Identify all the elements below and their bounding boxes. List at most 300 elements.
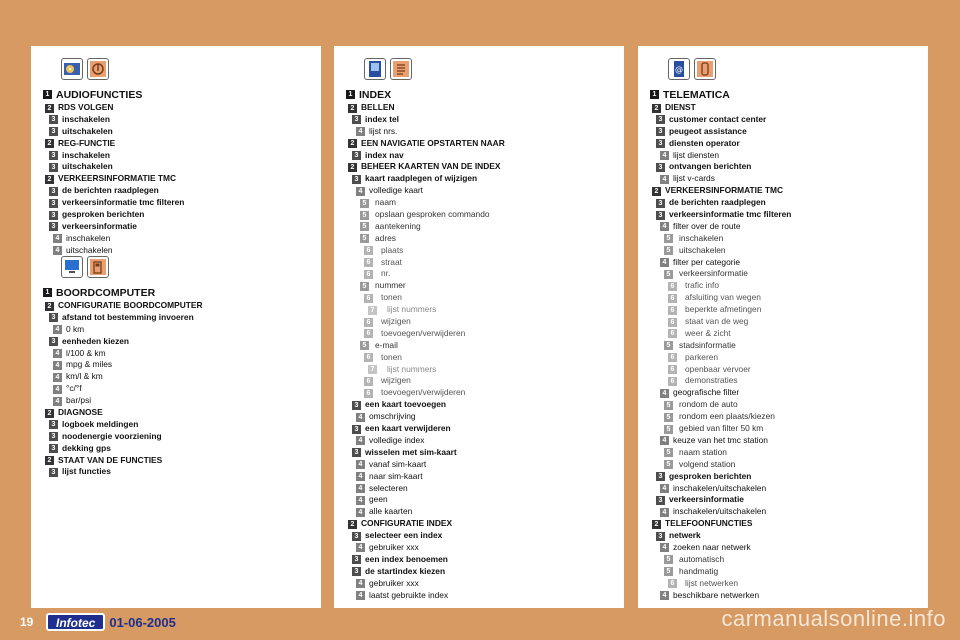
- outline-item-label: selecteren: [369, 482, 408, 493]
- level-badge: 4: [356, 543, 365, 552]
- outline-item-label: °c/°f: [66, 383, 82, 394]
- level-badge: 3: [352, 532, 361, 541]
- svg-text:@: @: [675, 65, 683, 74]
- level-badge: 3: [49, 420, 58, 429]
- outline-item-level-4: [334, 435, 624, 447]
- outline-item-level-4: [638, 221, 928, 233]
- level-badge: 6: [668, 282, 677, 291]
- panel-index: [334, 46, 624, 608]
- outline-item-label: weer & zicht: [685, 327, 731, 338]
- level-badge: 6: [668, 365, 677, 374]
- outline-item-level-3: [334, 530, 624, 542]
- level-badge: 4: [53, 246, 62, 255]
- level-badge: 3: [49, 222, 58, 231]
- outline-item-level-6: [638, 375, 928, 387]
- outline-item-label: volledige index: [369, 434, 425, 445]
- outline-item-level-6: [638, 364, 928, 376]
- level-badge: 5: [664, 460, 673, 469]
- level-badge: 5: [664, 246, 673, 255]
- section-icons: [61, 58, 109, 80]
- level-badge: 6: [668, 318, 677, 327]
- outline-item-label: verkeersinformatie tmc filteren: [62, 197, 185, 208]
- outline-item-level-6: [638, 280, 928, 292]
- outline-item-label: een kaart toevoegen: [365, 399, 446, 410]
- level-badge: 2: [45, 456, 54, 465]
- level-badge: 3: [656, 139, 665, 148]
- level-badge: 7: [368, 365, 377, 374]
- level-badge: 6: [668, 294, 677, 303]
- level-badge: 4: [356, 436, 365, 445]
- watermark: carmanualsonline.info: [721, 606, 946, 631]
- level-badge: 4: [53, 234, 62, 243]
- page-number: 19: [20, 615, 34, 629]
- outline-item-level-5: [638, 554, 928, 566]
- level-badge: 4: [356, 508, 365, 517]
- outline-item-level-6: [334, 245, 624, 257]
- level-badge: 4: [356, 187, 365, 196]
- level-badge: 2: [348, 139, 357, 148]
- level-badge: 3: [352, 175, 361, 184]
- outline-section: [31, 88, 321, 257]
- outline-item-level-4: [334, 411, 624, 423]
- outline-item-level-2: [31, 300, 321, 312]
- outline-item-level-4: [334, 494, 624, 506]
- level-badge: 2: [348, 104, 357, 113]
- outline-item-level-5: [334, 233, 624, 245]
- outline-item-label: inschakelen: [62, 113, 110, 124]
- level-badge: 3: [49, 199, 58, 208]
- outline-item-label: AUDIOFUNCTIES: [56, 89, 143, 101]
- level-badge: 3: [656, 211, 665, 220]
- level-badge: 2: [652, 104, 661, 113]
- outline-item-label: lijst functies: [62, 466, 111, 477]
- outline-item-label: DIAGNOSE: [58, 407, 103, 418]
- outline-item-level-3: [638, 138, 928, 150]
- outline-item-level-4: [31, 383, 321, 395]
- outline-item-label: rondom een plaats/kiezen: [679, 411, 775, 422]
- level-badge: 3: [656, 163, 665, 172]
- level-badge: 3: [49, 151, 58, 160]
- level-badge: 4: [660, 508, 669, 517]
- level-badge: 5: [664, 555, 673, 564]
- level-badge: 7: [368, 306, 377, 315]
- outline-item-label: e-mail: [375, 339, 398, 350]
- outline-item-label: handmatig: [679, 565, 719, 576]
- level-badge: 4: [53, 325, 62, 334]
- outline-item-level-3: [334, 423, 624, 435]
- outline-item-label: naam: [375, 197, 396, 208]
- outline-item-level-5: [334, 209, 624, 221]
- outline-item-label: tonen: [381, 292, 402, 303]
- outline-item-level-3: [638, 126, 928, 138]
- outline-item-label: kaart raadplegen of wijzigen: [365, 173, 478, 184]
- outline-item-label: gebied van filter 50 km: [679, 423, 764, 434]
- level-badge: 2: [45, 104, 54, 113]
- outline-item-level-6: [334, 268, 624, 280]
- outline-item-label: toevoegen/verwijderen: [381, 387, 466, 398]
- outline-item-level-5: [638, 566, 928, 578]
- level-badge: 6: [364, 318, 373, 327]
- level-badge: 5: [664, 448, 673, 457]
- level-badge: 3: [352, 425, 361, 434]
- level-badge: 2: [45, 409, 54, 418]
- outline-item-level-3: [31, 197, 321, 209]
- outline-item-label: een kaart verwijderen: [365, 423, 451, 434]
- outline-item-level-6: [334, 387, 624, 399]
- outline-item-level-3: [31, 126, 321, 138]
- outline-item-label: DIENST: [665, 102, 696, 112]
- outline-item-level-4: [638, 435, 928, 447]
- outline-item-label: CONFIGURATIE BOORDCOMPUTER: [58, 300, 203, 310]
- level-badge: 5: [664, 425, 673, 434]
- outline-item-label: de berichten raadplegen: [669, 197, 766, 208]
- level-badge: 6: [364, 294, 373, 303]
- section-icons: [61, 256, 109, 278]
- outline-item-level-3: [334, 114, 624, 126]
- level-badge: 6: [668, 377, 677, 386]
- outline-item-level-6: [638, 578, 928, 590]
- outline-item-level-4: [638, 150, 928, 162]
- outline-item-label: afsluiting van wegen: [685, 292, 761, 303]
- level-badge: 6: [364, 258, 373, 267]
- outline-item-level-2: [31, 102, 321, 114]
- outline-item-level-6: [334, 375, 624, 387]
- outline-item-level-3: [334, 399, 624, 411]
- audio-cd-icon: [61, 58, 83, 80]
- outline-item-level-4: [638, 387, 928, 399]
- outline-item-level-6: [334, 328, 624, 340]
- outline-item-label: selecteer een index: [365, 530, 443, 541]
- level-badge: 5: [664, 270, 673, 279]
- outline-item-level-4: [638, 257, 928, 269]
- fuel-pump-icon: [87, 256, 109, 278]
- footer-date: 01-06-2005: [109, 614, 176, 630]
- outline-item-label: gebruiker xxx: [369, 577, 419, 588]
- level-badge: 2: [45, 175, 54, 184]
- level-badge: 2: [45, 139, 54, 148]
- outline-item-level-6: [334, 352, 624, 364]
- outline-item-label: tonen: [381, 351, 402, 362]
- outline-item-label: uitschakelen: [62, 161, 113, 172]
- outline-item-label: staat van de weg: [685, 316, 749, 327]
- outline-item-level-2: [638, 102, 928, 114]
- outline-item-label: logboek meldingen: [62, 418, 139, 429]
- telephone-icon: [694, 58, 716, 80]
- outline-item-level-4: [334, 578, 624, 590]
- level-badge: 3: [49, 187, 58, 196]
- outline-item-label: volgend station: [679, 458, 736, 469]
- outline-item-label: volledige kaart: [369, 185, 424, 196]
- outline-item-level-2: [334, 138, 624, 150]
- outline-item-label: bar/psi: [66, 395, 92, 406]
- level-badge: 4: [660, 389, 669, 398]
- telematics-phone-icon: [668, 58, 690, 80]
- outline-item-level-5: [638, 233, 928, 245]
- level-badge: 4: [356, 460, 365, 469]
- level-badge: 3: [352, 448, 361, 457]
- level-badge: 4: [660, 175, 669, 184]
- outline-item-level-3: [334, 554, 624, 566]
- outline-item-level-4: [638, 542, 928, 554]
- outline-item-level-3: [638, 114, 928, 126]
- outline-item-level-5: [638, 268, 928, 280]
- level-badge: 3: [352, 567, 361, 576]
- level-badge: 6: [364, 329, 373, 338]
- outline-item-label: STAAT VAN DE FUNCTIES: [58, 454, 163, 465]
- outline-item-level-4: [638, 506, 928, 518]
- outline-item-level-4: [334, 506, 624, 518]
- panel-audio-boordcomputer: [31, 46, 321, 608]
- outline-item-level-6: [334, 257, 624, 269]
- panel-telematica: [638, 46, 928, 608]
- outline-item-label: uitschakelen: [679, 244, 726, 255]
- outline-item-label: keuze van het tmc station: [673, 434, 768, 445]
- outline-item-level-3: [334, 447, 624, 459]
- outline-item-level-3: [31, 114, 321, 126]
- outline-item-level-3: [638, 530, 928, 542]
- level-badge: 2: [348, 163, 357, 172]
- index-list-icon: [390, 58, 412, 80]
- outline-item-level-4: [31, 395, 321, 407]
- outline-item-level-4: [31, 348, 321, 360]
- outline-item-label: trafic info: [685, 280, 719, 291]
- outline-item-level-5: [638, 340, 928, 352]
- outline-item-label: gesproken berichten: [669, 470, 752, 481]
- outline-item-label: VERKEERSINFORMATIE TMC: [665, 185, 784, 196]
- outline-item-label: vanaf sim-kaart: [369, 458, 427, 469]
- outline-item-label: wijzigen: [381, 375, 411, 386]
- level-badge: 5: [360, 211, 369, 220]
- level-badge: 4: [53, 349, 62, 358]
- level-badge: 3: [656, 115, 665, 124]
- outline-item-label: zoeken naar netwerk: [673, 541, 751, 552]
- level-badge: 6: [668, 353, 677, 362]
- level-badge: 4: [356, 413, 365, 422]
- outline-item-level-5: [638, 447, 928, 459]
- outline-item-label: lijst nummers: [387, 304, 437, 315]
- outline-item-level-4: [334, 483, 624, 495]
- outline-item-level-5: [334, 280, 624, 292]
- outline-item-level-3: [31, 185, 321, 197]
- navigation-book-icon: [364, 58, 386, 80]
- outline-item-label: TELEMATICA: [663, 89, 730, 101]
- level-badge: 5: [664, 234, 673, 243]
- outline-item-label: gesproken berichten: [62, 209, 145, 220]
- level-badge: 5: [664, 401, 673, 410]
- level-badge: 6: [668, 579, 677, 588]
- outline-item-level-4: [31, 359, 321, 371]
- outline-item-label: km/l & km: [66, 371, 103, 382]
- level-badge: 2: [348, 520, 357, 529]
- level-badge: 4: [53, 361, 62, 370]
- level-badge: 1: [346, 90, 355, 99]
- outline-item-label: uitschakelen: [66, 244, 113, 255]
- level-badge: 4: [356, 127, 365, 136]
- outline-item-level-6: [638, 292, 928, 304]
- outline-item-level-3: [31, 161, 321, 173]
- level-badge: 5: [360, 282, 369, 291]
- outline-item-level-5: [638, 399, 928, 411]
- level-badge: 3: [656, 199, 665, 208]
- outline-item-level-2: [334, 102, 624, 114]
- outline-item-level-1: [638, 88, 928, 102]
- outline-item-level-4: [334, 471, 624, 483]
- level-badge: 3: [49, 211, 58, 220]
- level-badge: 3: [352, 151, 361, 160]
- outline-item-level-3: [31, 209, 321, 221]
- outline-item-label: l/100 & km: [66, 347, 106, 358]
- outline-item-level-3: [638, 494, 928, 506]
- level-badge: 4: [356, 496, 365, 505]
- outline-item-label: 0 km: [66, 323, 85, 334]
- outline-item-level-3: [31, 419, 321, 431]
- outline-item-label: uitschakelen: [62, 125, 113, 136]
- level-badge: 3: [49, 313, 58, 322]
- level-badge: 5: [360, 341, 369, 350]
- level-badge: 5: [664, 341, 673, 350]
- level-badge: 3: [656, 127, 665, 136]
- outline-item-label: eenheden kiezen: [62, 335, 130, 346]
- infotec-logo: Infotec: [46, 613, 105, 631]
- level-badge: 4: [660, 591, 669, 600]
- outline-item-label: REG-FUNCTIE: [58, 137, 116, 148]
- outline-item-level-4: [638, 483, 928, 495]
- outline-item-label: lijst nummers: [387, 363, 437, 374]
- outline-item-level-2: [638, 185, 928, 197]
- level-badge: 1: [43, 90, 52, 99]
- level-badge: 6: [668, 306, 677, 315]
- outline-item-label: BELLEN: [361, 102, 395, 112]
- outline-item-label: verkeersinformatie: [62, 220, 137, 231]
- level-badge: 5: [360, 222, 369, 231]
- level-badge: 4: [660, 436, 669, 445]
- level-badge: 3: [352, 401, 361, 410]
- outline-item-level-1: [31, 286, 321, 300]
- outline-item-level-5: [334, 340, 624, 352]
- outline-item-label: nummer: [375, 280, 406, 291]
- outline-section: [31, 286, 321, 478]
- outline-item-level-2: [31, 407, 321, 419]
- outline-item-level-4: [334, 459, 624, 471]
- outline-item-level-2: [638, 518, 928, 530]
- outline-item-level-3: [638, 197, 928, 209]
- outline-item-label: lijst diensten: [673, 149, 720, 160]
- outline-item-level-4: [31, 324, 321, 336]
- outline-item-label: inschakelen: [679, 232, 724, 243]
- outline-item-label: adres: [375, 232, 396, 243]
- level-badge: 4: [53, 373, 62, 382]
- level-badge: 3: [49, 127, 58, 136]
- level-badge: 2: [652, 187, 661, 196]
- outline-item-label: lijst nrs.: [369, 125, 398, 136]
- outline-item-label: de startindex kiezen: [365, 565, 446, 576]
- outline-item-label: beschikbare netwerken: [673, 589, 760, 600]
- level-badge: 3: [49, 444, 58, 453]
- outline-item-level-3: [31, 150, 321, 162]
- outline-item-label: inschakelen/uitschakelen: [673, 506, 767, 517]
- outline-item-label: plaats: [381, 244, 404, 255]
- outline-item-label: peugeot assistance: [669, 125, 747, 136]
- outline-item-label: beperkte afmetingen: [685, 304, 762, 315]
- outline-item-label: stadsinformatie: [679, 339, 736, 350]
- level-badge: 6: [364, 246, 373, 255]
- outline-item-level-5: [638, 411, 928, 423]
- outline-item-level-4: [31, 233, 321, 245]
- outline-item-level-6: [334, 292, 624, 304]
- outline-item-level-3: [31, 466, 321, 478]
- outline-item-level-6: [638, 328, 928, 340]
- outline-item-level-3: [638, 161, 928, 173]
- outline-item-label: inschakelen/uitschakelen: [673, 482, 767, 493]
- level-badge: 6: [364, 389, 373, 398]
- outline-item-label: openbaar vervoer: [685, 363, 751, 374]
- level-badge: 3: [49, 468, 58, 477]
- outline-item-label: filter over de route: [673, 220, 741, 231]
- outline-item-label: mpg & miles: [66, 359, 113, 370]
- outline-item-label: RDS VOLGEN: [58, 102, 114, 112]
- outline-item-level-3: [334, 173, 624, 185]
- level-badge: 4: [660, 543, 669, 552]
- level-badge: 6: [668, 329, 677, 338]
- level-badge: 6: [364, 270, 373, 279]
- outline-item-label: geografische filter: [673, 387, 740, 398]
- audio-note-icon: [87, 58, 109, 80]
- outline-item-level-2: [334, 518, 624, 530]
- outline-item-level-4: [334, 542, 624, 554]
- outline-item-level-3: [334, 566, 624, 578]
- outline-item-level-4: [31, 245, 321, 257]
- outline-item-level-3: [638, 471, 928, 483]
- outline-item-level-3: [31, 336, 321, 348]
- outline-item-level-6: [638, 316, 928, 328]
- outline-item-level-5: [638, 245, 928, 257]
- outline-item-label: nr.: [381, 268, 391, 279]
- level-badge: 3: [49, 432, 58, 441]
- outline-item-level-4: [31, 371, 321, 383]
- outline-item-label: BOORDCOMPUTER: [56, 287, 156, 299]
- page-footer: [20, 612, 176, 632]
- outline-item-label: INDEX: [359, 89, 392, 101]
- level-badge: 4: [356, 579, 365, 588]
- outline-item-label: VERKEERSINFORMATIE TMC: [58, 173, 177, 184]
- level-badge: 3: [656, 532, 665, 541]
- level-badge: 5: [360, 199, 369, 208]
- outline-item-label: TELEFOONFUNCTIES: [665, 518, 753, 529]
- level-badge: 3: [49, 163, 58, 172]
- outline-item-label: verkeersinformatie: [679, 268, 748, 279]
- outline-item-label: noodenergie voorziening: [62, 430, 162, 441]
- outline-item-level-5: [638, 423, 928, 435]
- outline-section: [334, 88, 624, 601]
- level-badge: 3: [49, 115, 58, 124]
- outline-item-label: een index benoemen: [365, 553, 448, 564]
- outline-item-level-2: [31, 173, 321, 185]
- level-badge: 4: [660, 151, 669, 160]
- outline-item-label: laatst gebruikte index: [369, 589, 449, 600]
- outline-item-level-4: [334, 590, 624, 602]
- level-badge: 4: [53, 397, 62, 406]
- outline-item-label: aantekening: [375, 220, 421, 231]
- outline-item-label: parkeren: [685, 351, 719, 362]
- level-badge: 3: [49, 337, 58, 346]
- outline-item-label: wijzigen: [381, 316, 411, 327]
- outline-item-level-4: [638, 173, 928, 185]
- outline-item-label: lijst netwerken: [685, 577, 739, 588]
- outline-item-label: toevoegen/verwijderen: [381, 327, 466, 338]
- level-badge: 3: [656, 472, 665, 481]
- level-badge: 6: [364, 377, 373, 386]
- outline-item-label: omschrijving: [369, 411, 416, 422]
